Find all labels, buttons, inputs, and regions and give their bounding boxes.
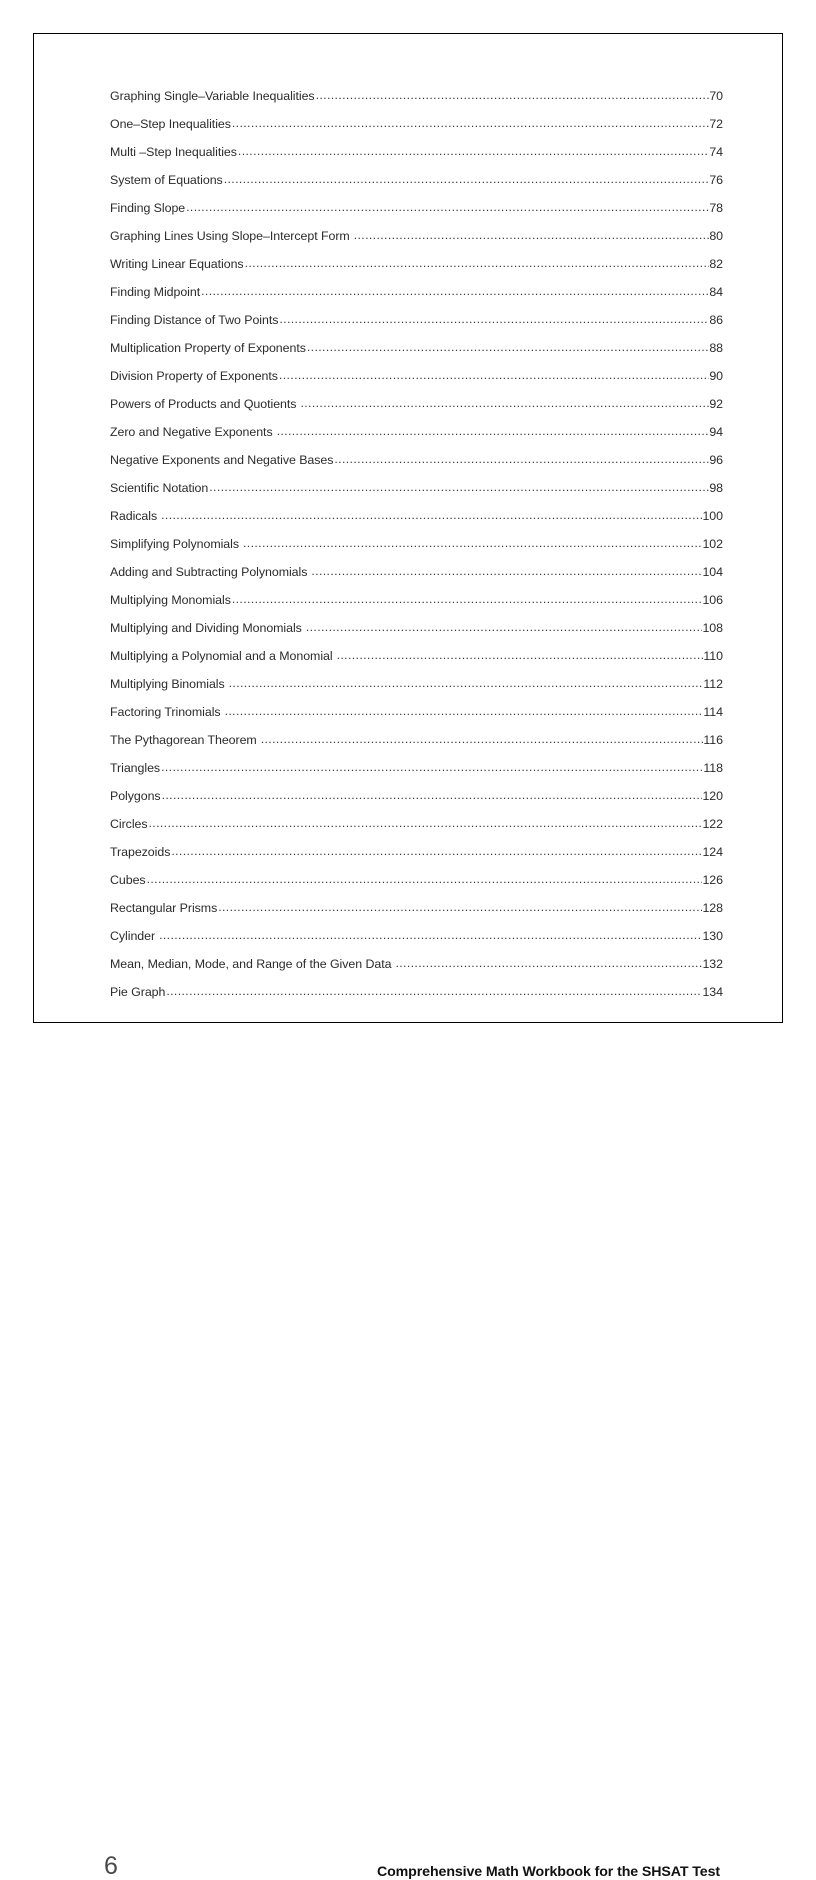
- toc-entry-title: Powers of Products and Quotients: [110, 397, 297, 411]
- toc-dot-leader: [243, 536, 702, 548]
- toc-entry-title: Multiplication Property of Exponents: [110, 341, 306, 355]
- toc-entry-title: Multiplying Binomials: [110, 677, 225, 691]
- toc-entry-page-number: 112: [703, 677, 723, 691]
- toc-entry-page-number: 94: [709, 425, 723, 439]
- toc-entry-page-number: 86: [709, 313, 723, 327]
- toc-entry-title: Finding Distance of Two Points: [110, 313, 279, 327]
- toc-dot-leader: [209, 480, 709, 492]
- toc-entry-title: Zero and Negative Exponents: [110, 425, 273, 439]
- toc-entry-page-number: 76: [709, 173, 723, 187]
- toc-entry[interactable]: [110, 481, 723, 509]
- toc-dot-leader: [238, 144, 709, 156]
- toc-entry-title: Pie Graph: [110, 985, 166, 999]
- toc-entry-page-number: 120: [702, 789, 723, 803]
- toc-entry-page-number: 124: [702, 845, 723, 859]
- toc-entry[interactable]: [110, 313, 723, 341]
- toc-dot-leader: [161, 760, 703, 772]
- toc-entry-title: Graphing Lines Using Slope–Intercept Form: [110, 229, 350, 243]
- toc-entry-title: Mean, Median, Mode, and Range of the Given Data: [110, 957, 392, 971]
- toc-entry[interactable]: [110, 341, 723, 369]
- toc-entry-page-number: 126: [702, 873, 723, 887]
- toc-dot-leader: [279, 368, 709, 380]
- toc-entry-page-number: 132: [702, 957, 723, 971]
- toc-dot-leader: [232, 592, 703, 604]
- toc-entry[interactable]: [110, 201, 723, 229]
- toc-entry[interactable]: [110, 89, 723, 117]
- toc-entry-title: Multiplying a Polynomial and a Monomial: [110, 649, 333, 663]
- toc-entry-page-number: 114: [703, 705, 723, 719]
- toc-entry-title: Circles: [110, 817, 148, 831]
- toc-dot-leader: [201, 284, 709, 296]
- toc-entry[interactable]: [110, 733, 723, 761]
- toc-dot-leader: [311, 564, 702, 576]
- toc-entry[interactable]: [110, 117, 723, 145]
- toc-entry-page-number: 90: [709, 369, 723, 383]
- toc-entry-page-number: 84: [709, 285, 723, 299]
- toc-entry-page-number: 70: [709, 89, 723, 103]
- toc-entry[interactable]: [110, 761, 723, 789]
- toc-entry-page-number: 130: [702, 929, 723, 943]
- toc-entry[interactable]: [110, 537, 723, 565]
- toc-entry-page-number: 78: [709, 201, 723, 215]
- toc-entry-title: Factoring Trinomials: [110, 705, 221, 719]
- toc-entry[interactable]: [110, 565, 723, 593]
- toc-entry[interactable]: [110, 845, 723, 873]
- toc-entry-page-number: 72: [709, 117, 723, 131]
- toc-entry[interactable]: [110, 621, 723, 649]
- toc-entry-title: Trapezoids: [110, 845, 171, 859]
- toc-dot-leader: [161, 508, 702, 520]
- toc-dot-leader: [162, 788, 703, 800]
- toc-entry[interactable]: [110, 593, 723, 621]
- toc-dot-leader: [245, 256, 710, 268]
- toc-entry-page-number: 104: [702, 565, 723, 579]
- toc-entry-title: Cylinder: [110, 929, 156, 943]
- toc-entry[interactable]: [110, 229, 723, 257]
- toc-entry[interactable]: [110, 649, 723, 677]
- toc-dot-leader: [186, 200, 709, 212]
- toc-entry-title: Multiplying and Dividing Monomials: [110, 621, 302, 635]
- toc-entry-title: Polygons: [110, 789, 161, 803]
- toc-entry-title: Simplifying Polynomials: [110, 537, 240, 551]
- footer-book-title: Comprehensive Math Workbook for the SHSAT Test: [376, 1864, 720, 1880]
- toc-dot-leader: [232, 116, 709, 128]
- toc-entry-title: Adding and Subtracting Polynomials: [110, 565, 308, 579]
- toc-entry[interactable]: [110, 705, 723, 733]
- toc-dot-leader: [224, 172, 710, 184]
- toc-entry-page-number: 82: [709, 257, 723, 271]
- toc-entry[interactable]: [110, 369, 723, 397]
- toc-entry-page-number: 116: [703, 733, 723, 747]
- toc-entry-page-number: 92: [709, 397, 723, 411]
- page-frame: [33, 33, 783, 1880]
- toc-entry-page-number: 102: [702, 537, 723, 551]
- toc-entry-page-number: 128: [702, 901, 723, 915]
- toc-entry-title: Finding Midpoint: [110, 285, 201, 299]
- toc-entry-page-number: 108: [702, 621, 723, 635]
- toc-dot-leader: [354, 228, 710, 240]
- toc-entry-page-number: 96: [709, 453, 723, 467]
- toc-entry-page-number: 80: [709, 229, 723, 243]
- toc-dot-leader: [334, 452, 709, 464]
- toc-dot-leader: [147, 872, 703, 884]
- toc-entry-title: Multi –Step Inequalities: [110, 145, 237, 159]
- page-number: 6: [104, 1852, 118, 1880]
- toc-dot-leader: [229, 676, 704, 688]
- toc-entry-title: The Pythagorean Theorem: [110, 733, 257, 747]
- toc-dot-leader: [261, 732, 704, 744]
- toc-entry-page-number: 74: [709, 145, 723, 159]
- toc-entry-title: Radicals: [110, 509, 158, 523]
- toc-entry[interactable]: [110, 509, 723, 537]
- toc-entry-title: One–Step Inequalities: [110, 117, 231, 131]
- toc-entry[interactable]: [110, 901, 723, 929]
- toc-entry-title: Graphing Single–Variable Inequalities: [110, 89, 315, 103]
- toc-dot-leader: [277, 424, 710, 436]
- toc-entry[interactable]: [110, 789, 723, 817]
- toc-dot-leader: [171, 844, 702, 856]
- toc-entry[interactable]: [110, 677, 723, 705]
- toc-entry-title: Triangles: [110, 761, 161, 775]
- toc-entry[interactable]: [110, 873, 723, 901]
- toc-entry-title: Rectangular Prisms: [110, 901, 218, 915]
- toc-dot-leader: [279, 312, 709, 324]
- toc-entry[interactable]: [110, 285, 723, 313]
- toc-entry-title: Negative Exponents and Negative Bases: [110, 453, 334, 467]
- toc-dot-leader: [218, 900, 702, 912]
- toc-entry-title: Writing Linear Equations: [110, 257, 244, 271]
- toc-entry-page-number: 118: [703, 761, 723, 775]
- toc-entry-page-number: 122: [702, 817, 723, 831]
- toc-entry[interactable]: [110, 173, 723, 201]
- toc-dot-leader: [316, 88, 710, 100]
- toc-dot-leader: [337, 648, 704, 660]
- page-footer: [34, 932, 782, 1880]
- toc-dot-leader: [300, 396, 709, 408]
- toc-entry-page-number: 110: [703, 649, 723, 663]
- toc-entry[interactable]: [110, 257, 723, 285]
- toc-entry-page-number: 106: [702, 593, 723, 607]
- toc-entry-page-number: 134: [702, 985, 723, 999]
- toc-entry-title: System of Equations: [110, 173, 223, 187]
- toc-entry-page-number: 100: [702, 509, 723, 523]
- toc-entry[interactable]: [110, 145, 723, 173]
- toc-entry-title: Division Property of Exponents: [110, 369, 278, 383]
- toc-entry[interactable]: [110, 453, 723, 481]
- toc-entry-title: Finding Slope: [110, 201, 186, 215]
- table-of-contents-list: [110, 89, 723, 1013]
- toc-entry-page-number: 88: [709, 341, 723, 355]
- toc-dot-leader: [306, 620, 703, 632]
- toc-dot-leader: [307, 340, 709, 352]
- toc-entry-title: Multiplying Monomials: [110, 593, 231, 607]
- toc-dot-leader: [225, 704, 704, 716]
- toc-entry-page-number: 98: [709, 481, 723, 495]
- toc-entry[interactable]: [110, 425, 723, 453]
- toc-dot-leader: [149, 816, 703, 828]
- toc-entry[interactable]: [110, 397, 723, 425]
- toc-entry-title: Cubes: [110, 873, 146, 887]
- toc-entry-title: Scientific Notation: [110, 481, 209, 495]
- toc-entry[interactable]: [110, 817, 723, 845]
